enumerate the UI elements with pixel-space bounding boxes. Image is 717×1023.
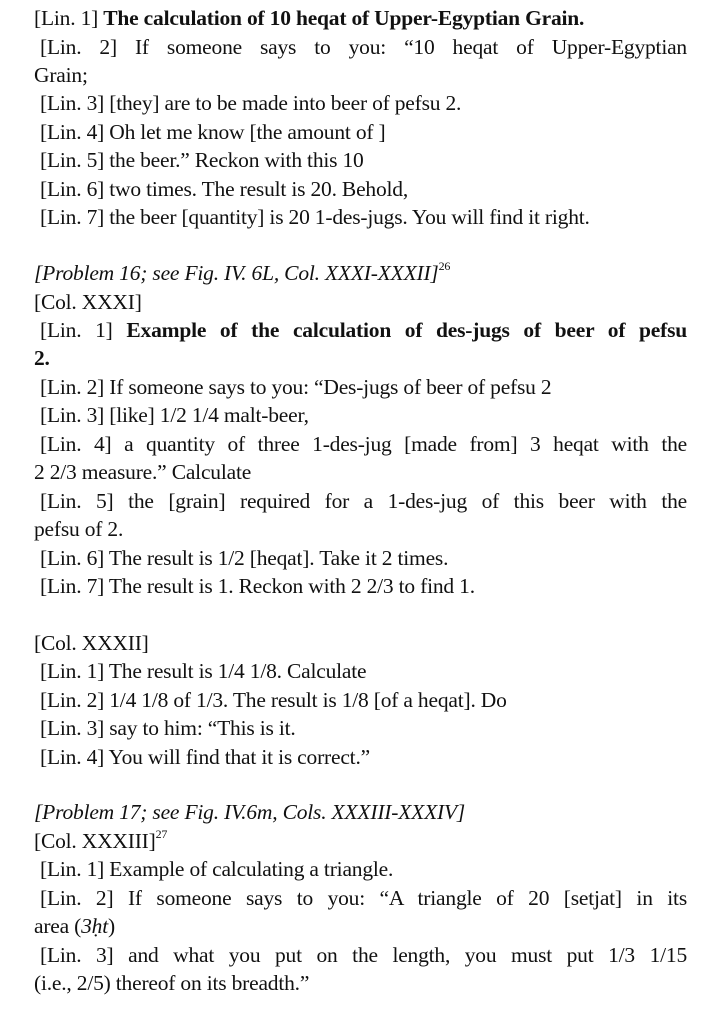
line-s1-l5: [Lin. 5] the beer.” Reckon with this 10: [40, 148, 364, 172]
line-p17-l3a: [Lin. 3] and what you put on the length, you must put 1/3 1/15: [40, 943, 687, 967]
line-p16-l6: [Lin. 6] The result is 1/2 [heqat]. Take it 2 times.: [40, 546, 449, 570]
line-label: [Lin. 1]: [34, 6, 99, 30]
col-xxxiii-label: [34, 827, 687, 855]
line-s1-l1: [34, 4, 687, 32]
line-p16-l1a: [40, 316, 687, 344]
line-p17-l2a: [Lin. 2] If someone says to you: “A triangle of 20 [setjat] in its: [40, 886, 687, 910]
line-p17-l1: [Lin. 1] Example of calculating a triangle.: [40, 857, 394, 881]
line-p16-l2: [Lin. 2] If someone says to you: “Des-jugs of beer of pefsu 2: [40, 375, 552, 399]
line-label: [Lin. 1]: [40, 318, 113, 342]
line-p16-l5a: [Lin. 5] the [grain] required for a 1-des-jug of this beer with the: [40, 489, 687, 513]
line-s1-l2a: [Lin. 2] If someone says to you: “10 heqat of Upper-Egyptian: [40, 35, 687, 59]
line-p16-l7: [Lin. 7] The result is 1. Reckon with 2 2/3 to find 1.: [40, 574, 475, 598]
egyptian-term: 3ḥt: [81, 914, 108, 938]
area-suffix: ): [108, 914, 115, 938]
line-p16-l1b: 2.: [34, 346, 50, 370]
line-s1-l4: [Lin. 4] Oh let me know [the amount of ]: [40, 120, 386, 144]
section-title: The calculation of 10 heqat of Upper-Egyptian Grain.: [103, 6, 585, 30]
line-p16-l3: [Lin. 3] [like] 1/2 1/4 malt-beer,: [40, 403, 309, 427]
col-xxxi-label: [Col. XXXI]: [34, 290, 142, 314]
line-p16-l4a: [Lin. 4] a quantity of three 1-des-jug [made from] 3 heqat with the: [40, 432, 687, 456]
line-p16-b2: [Lin. 2] 1/4 1/8 of 1/3. The result is 1/8 [of a heqat]. Do: [40, 688, 507, 712]
line-p16-b4: [Lin. 4] You will find that it is correct.”: [40, 745, 370, 769]
line-p16-l4b: 2 2/3 measure.” Calculate: [34, 460, 252, 484]
problem-16-heading: [34, 259, 687, 287]
line-p17-l3b: (i.e., 2/5) thereof on its breadth.”: [34, 971, 310, 995]
area-prefix: area (: [34, 914, 82, 938]
example-title: Example of the calculation of des-jugs of beer of pefsu: [126, 318, 688, 342]
heading-text: [Problem 16; see Fig. IV. 6L, Col. XXXI-XXXII]: [34, 261, 439, 285]
line-p17-l2b: [34, 912, 687, 940]
footnote-marker: 27: [155, 826, 168, 841]
footnote-marker: 26: [438, 258, 451, 273]
line-s1-l7: [Lin. 7] the beer [quantity] is 20 1-des-jugs. You will find it right.: [40, 205, 590, 229]
line-p16-b1: [Lin. 1] The result is 1/4 1/8. Calculate: [40, 659, 367, 683]
line-p16-l5b: pefsu of 2.: [34, 517, 124, 541]
col-label-text: [Col. XXXIII]: [34, 829, 156, 853]
line-s1-l2b: Grain;: [34, 63, 88, 87]
col-xxxii-label: [Col. XXXII]: [34, 631, 149, 655]
line-s1-l3: [Lin. 3] [they] are to be made into beer of pefsu 2.: [40, 91, 462, 115]
line-s1-l6: [Lin. 6] two times. The result is 20. Behold,: [40, 177, 409, 201]
line-p16-b3: [Lin. 3] say to him: “This is it.: [40, 716, 296, 740]
problem-17-heading: [Problem 17; see Fig. IV.6m, Cols. XXXIII-XXXIV]: [34, 800, 466, 824]
